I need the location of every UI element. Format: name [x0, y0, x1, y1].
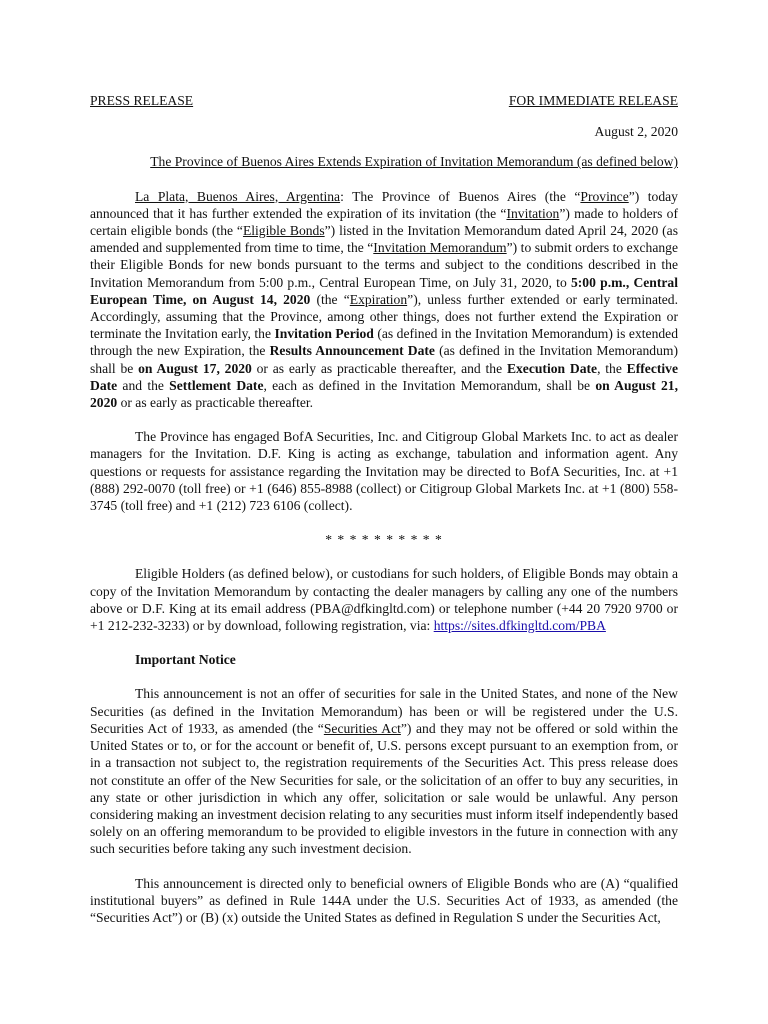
- paragraph-obtain-memorandum: Eligible Holders (as defined below), or custodians for such holders, of Eligible Bonds may obtain a copy of the Invitation Memorandum by contacting the dealer managers by calling any one of the numbers above or D.F. King at its email address (PBA@dfkingltd.com) or telephone number (+44 20 7920 9700 or +1 212-232-3233) or by download, following registration, via: https://sites.dfkingltd.com/PBA: [90, 566, 678, 634]
- section-separator: * * * * * * * * * *: [325, 532, 443, 548]
- paragraph-dealer-managers: The Province has engaged BofA Securities, Inc. and Citigroup Global Markets Inc. to act as dealer managers for the Invitation. D.F. King is acting as exchange, tabulation and information agent. Any questions or requests for assistance regarding the Invitation may be directed to BofA Securities, Inc. at +1 (888) 292-0070 (toll free) or +1 (646) 855-8988 (collect) or Citigroup Global Markets Inc. at +1 (800) 558-3745 (toll free) and +1 (212) 723 6106 (collect).: [90, 429, 678, 514]
- dateline: La Plata, Buenos Aires, Argentina: [135, 188, 341, 204]
- term-province: Province: [580, 188, 629, 204]
- important-notice-heading: Important Notice: [135, 652, 236, 668]
- new-expiration-time: 5:00 p.m., Central European Time, on August 14, 2020: [90, 274, 678, 307]
- paragraph-directed-to: This announcement is directed only to beneficial owners of Eligible Bonds who are (A) “qualified institutional buyers” as defined in Rule 144A under the U.S. Securities Act of 1933, as amended (the “Securities Act”) or (B) (x) outside the United States as defined in Regulation S under the Securities Act,: [90, 875, 678, 925]
- settlement-date-value: on August 21, 2020: [90, 377, 678, 411]
- term-eligible-bonds: Eligible Bonds: [242, 223, 325, 239]
- term-securities-act: Securities Act: [323, 720, 401, 736]
- results-date-value: on August 17, 2020: [138, 360, 252, 376]
- press-release-label: PRESS RELEASE: [90, 93, 194, 108]
- release-title: The Province of Buenos Aires Extends Expiration of Invitation Memorandum (as defined below): [150, 154, 678, 170]
- release-date: August 2, 2020: [594, 124, 678, 140]
- term-settlement-date: Settlement Date: [169, 377, 264, 393]
- term-effective-date: Effective Date: [90, 360, 678, 393]
- term-invitation: Invitation: [506, 205, 560, 221]
- term-execution-date: Execution Date: [506, 360, 598, 376]
- term-results-announcement-date: Results Announcement Date: [269, 343, 435, 359]
- term-invitation-memorandum: Invitation Memorandum: [373, 240, 507, 256]
- document-content: [90, 92, 678, 926]
- immediate-release-label: FOR IMMEDIATE RELEASE: [508, 93, 678, 108]
- paragraph-not-an-offer: This announcement is not an offer of securities for sale in the United States, and none of the New Securities (as defined in the Invitation Memorandum) has been or will be registered under the U.S. Securities Act of 1933, as amended (the “Securities Act”) and they may not be offered or sold within the United States or to, or for the account or benefit of, U.S. persons except pursuant to an exemption from, or in a transaction not subject to, the registration requirements of the Securities Act. This press release does not constitute an offer of the New Securities for sale, or the solicitation of an offer to buy any securities, in any state or other jurisdiction in which any offer, solicitation or sale would be unlawful. Any person considering making an investment decision relating to any securities must inform itself independently based solely on an offering memorandum to be provided to eligible investors in the future in connection with any such securities before taking any such investment decision.: [90, 686, 678, 857]
- registration-link[interactable]: https://sites.dfkingltd.com/PBA: [433, 618, 606, 634]
- term-invitation-period: Invitation Period: [274, 326, 374, 342]
- release-header: [90, 92, 678, 109]
- term-expiration: Expiration: [349, 291, 408, 307]
- paragraph-extension-announcement: La Plata, Buenos Aires, Argentina: The Province of Buenos Aires (the “Province”) today announced that it has further extended the expiration of its invitation (the “Invitation”) made to holders of certain eligible bonds (the “Eligible Bonds”) listed in the Invitation Memorandum dated April 24, 2020 (as amended and supplemented from time to time, the “Invitation Memorandum”) to submit orders to exchange their Eligible Bonds for new bonds pursuant to the terms and subject to the conditions described in the Invitation Memorandum from 5:00 p.m., Central European Time, on July 31, 2020, to 5:00 p.m., Central European Time, on August 14, 2020 (the “Expiration”), unless further extended or early terminated. Accordingly, assuming that the Province, among other things, does not further extend the Expiration or terminate the Invitation early, the Invitation Period (as defined in the Invitation Memorandum) is extended through the new Expiration, the Results Announcement Date (as defined in the Invitation Memorandum) shall be on August 17, 2020 or as early as practicable thereafter, and the Execution Date, the Effective Date and the Settlement Date, each as defined in the Invitation Memorandum, shall be on August 21, 2020 or as early as practicable thereafter.: [90, 188, 678, 411]
